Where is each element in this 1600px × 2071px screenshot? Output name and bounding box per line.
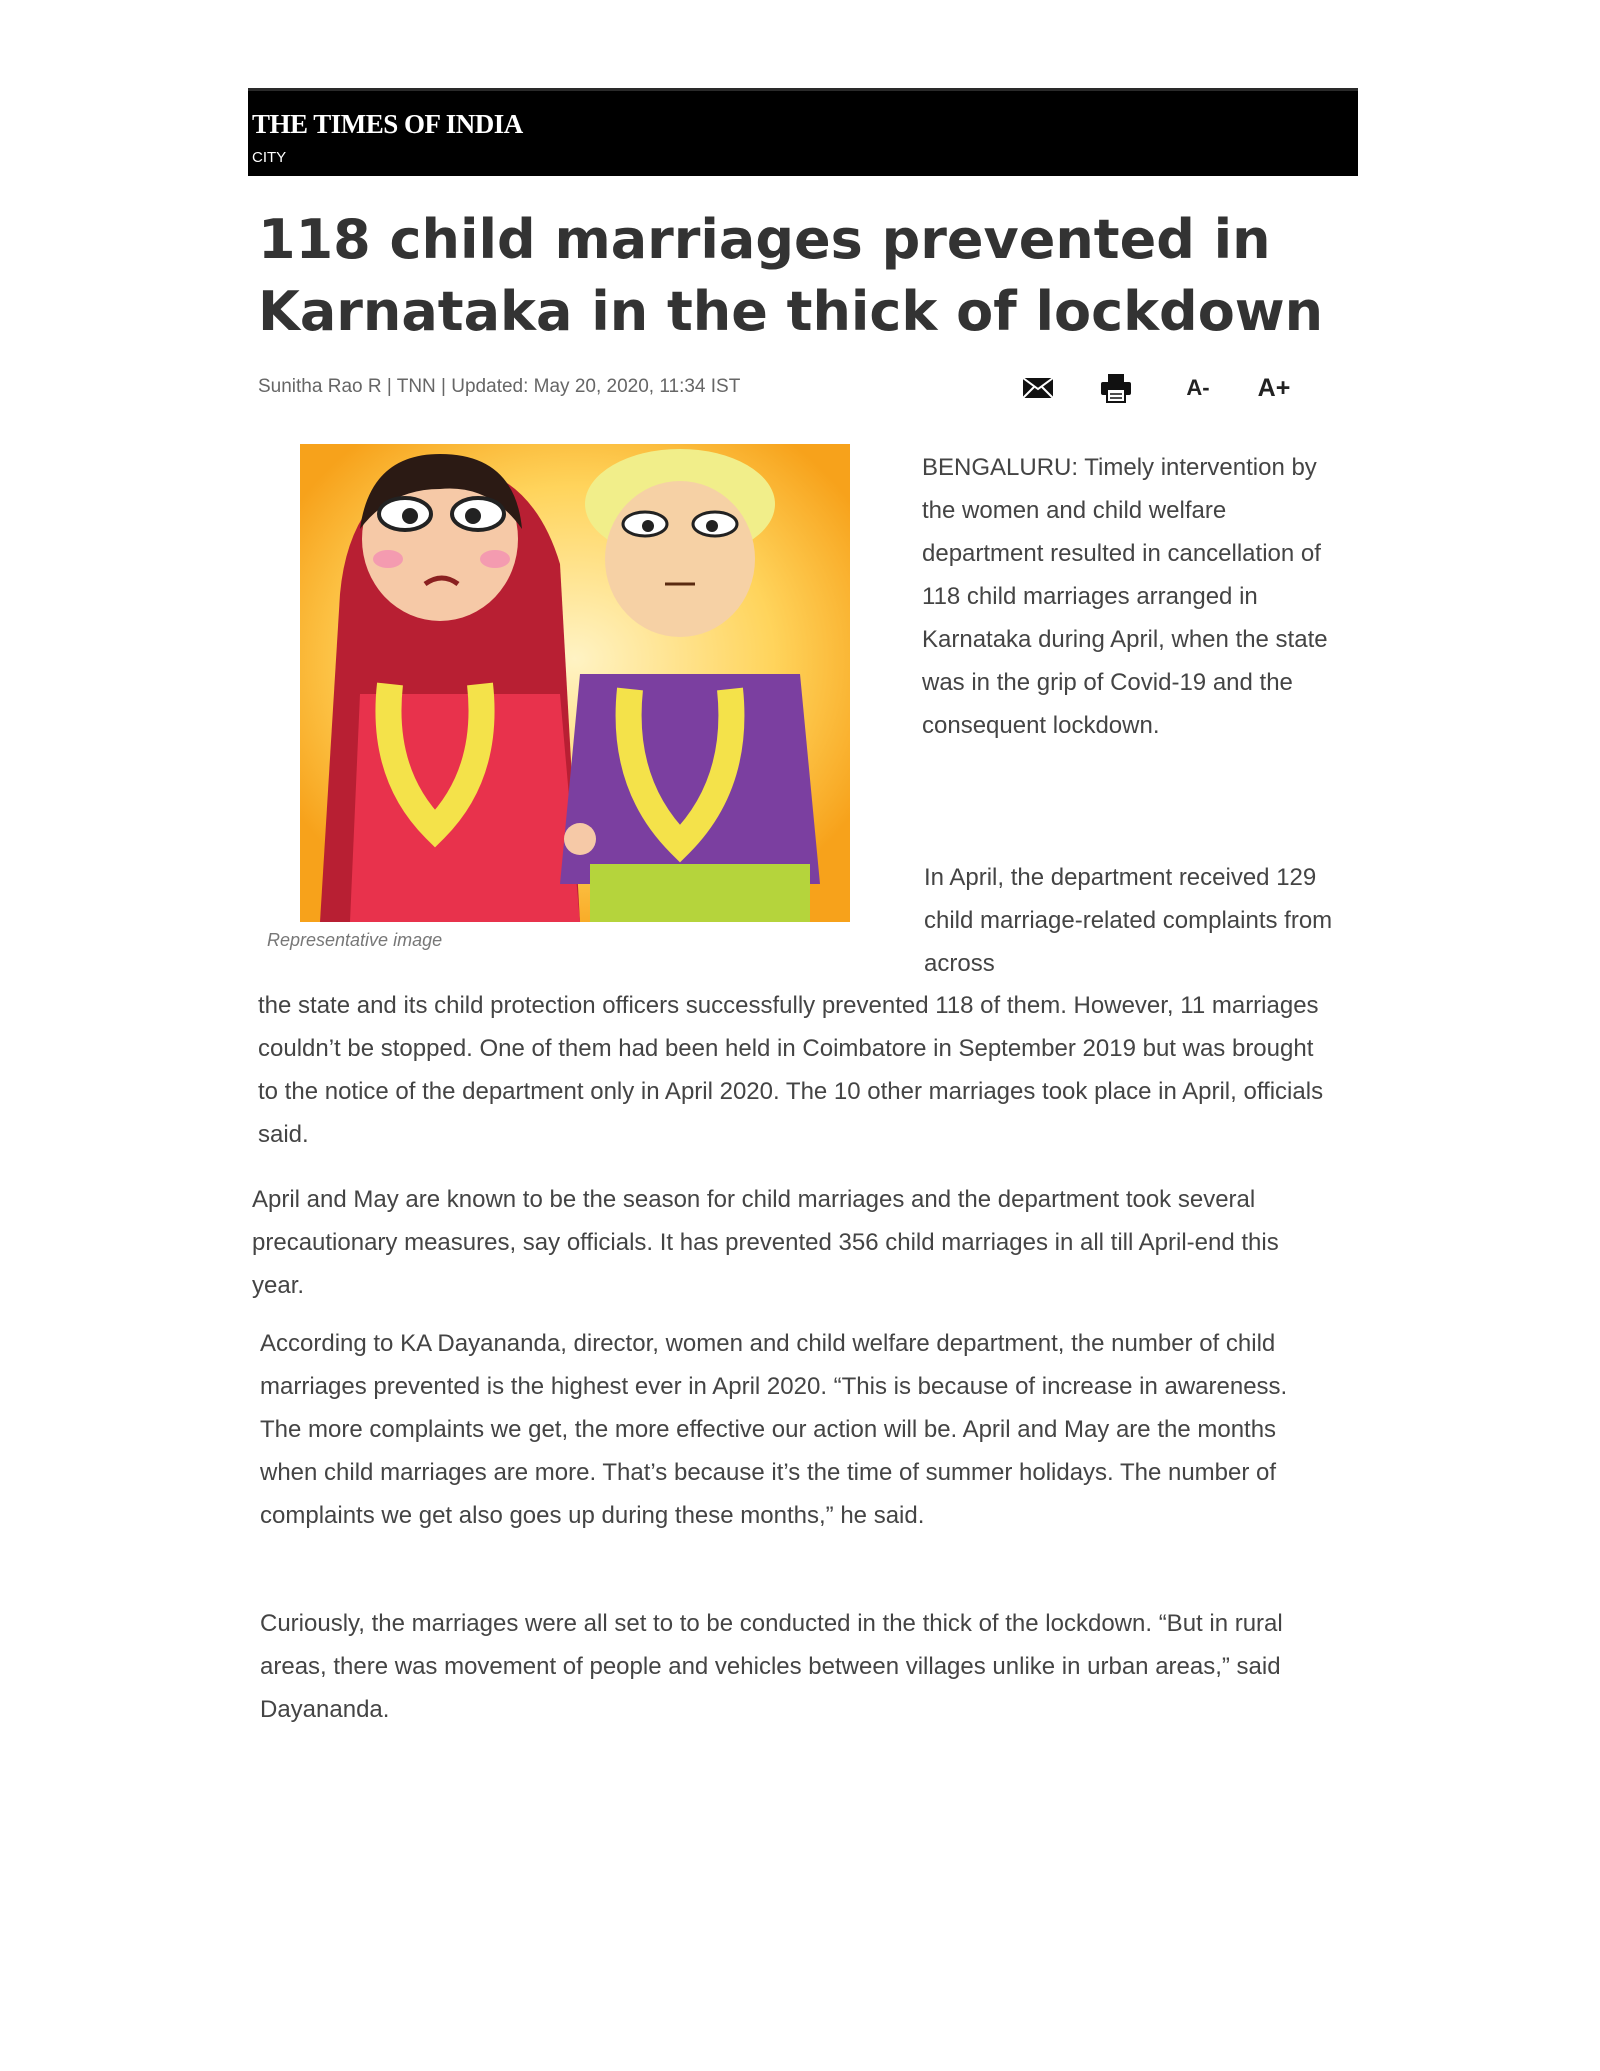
article-paragraph-2-rest: the state and its child protection officers successfully prevented 118 of them. However, 11 marriages couldn’t be stopped. One of them had been held in Coimbatore in September 2019 but was brought to the notice of the department only in April 2020. The 10 other marriages took place in April, officials said. (258, 992, 1324, 1148)
print-button[interactable] (1098, 370, 1134, 406)
section-label[interactable]: CITY (252, 149, 287, 166)
article-headline (258, 204, 1338, 348)
article-paragraph-4: According to KA Dayananda, director, women and child welfare department, the number of child marriages prevented is the highest ever in April 2020. “This is because of increase in awareness. The more complaints we get, the more effective our action will be. April and May are the months when child marriages are more. That’s because it’s the time of summer holidays. The number of complaints we get also goes up during these months,” he said. (260, 1330, 1288, 1529)
masthead (248, 88, 1358, 176)
article-paragraph-5: Curiously, the marriages were all set to to be conducted in the thick of the lockdown. “But in rural areas, there was movement of people and vehicles between villages unlike in urban areas,” said Dayananda. (260, 1610, 1283, 1723)
envelope-icon (1022, 376, 1054, 400)
article-paragraph-2-start: In April, the department received 129 child marriage-related complaints from across (924, 864, 1333, 977)
email-button[interactable] (1020, 370, 1056, 406)
publication-logo[interactable]: THE TIMES OF INDIA (252, 109, 523, 139)
decrease-font-button[interactable]: A- (1186, 375, 1210, 400)
article-paragraph-3: April and May are known to be the season for child marriages and the department took several precautionary measures, say officials. It has prevented 356 child marriages in all till April-end this year. (252, 1186, 1279, 1299)
article-illustration (260, 444, 888, 922)
headline-line-2: Karnataka in the thick of lockdown (258, 280, 1324, 343)
increase-font-button[interactable]: A+ (1257, 373, 1291, 402)
article-paragraph-1: BENGALURU: Timely intervention by the women and child welfare department resulted in cancellation of 118 child marriages arranged in Karnataka during April, when the state was in the grip of Covid-19 and the consequent lockdown. (922, 454, 1328, 739)
printer-icon (1100, 373, 1132, 403)
headline-line-1: 118 child marriages prevented in (258, 208, 1271, 271)
image-caption: Representative image (267, 930, 443, 950)
byline: Sunitha Rao R | TNN | Updated: May 20, 2020, 11:34 IST (258, 376, 741, 397)
